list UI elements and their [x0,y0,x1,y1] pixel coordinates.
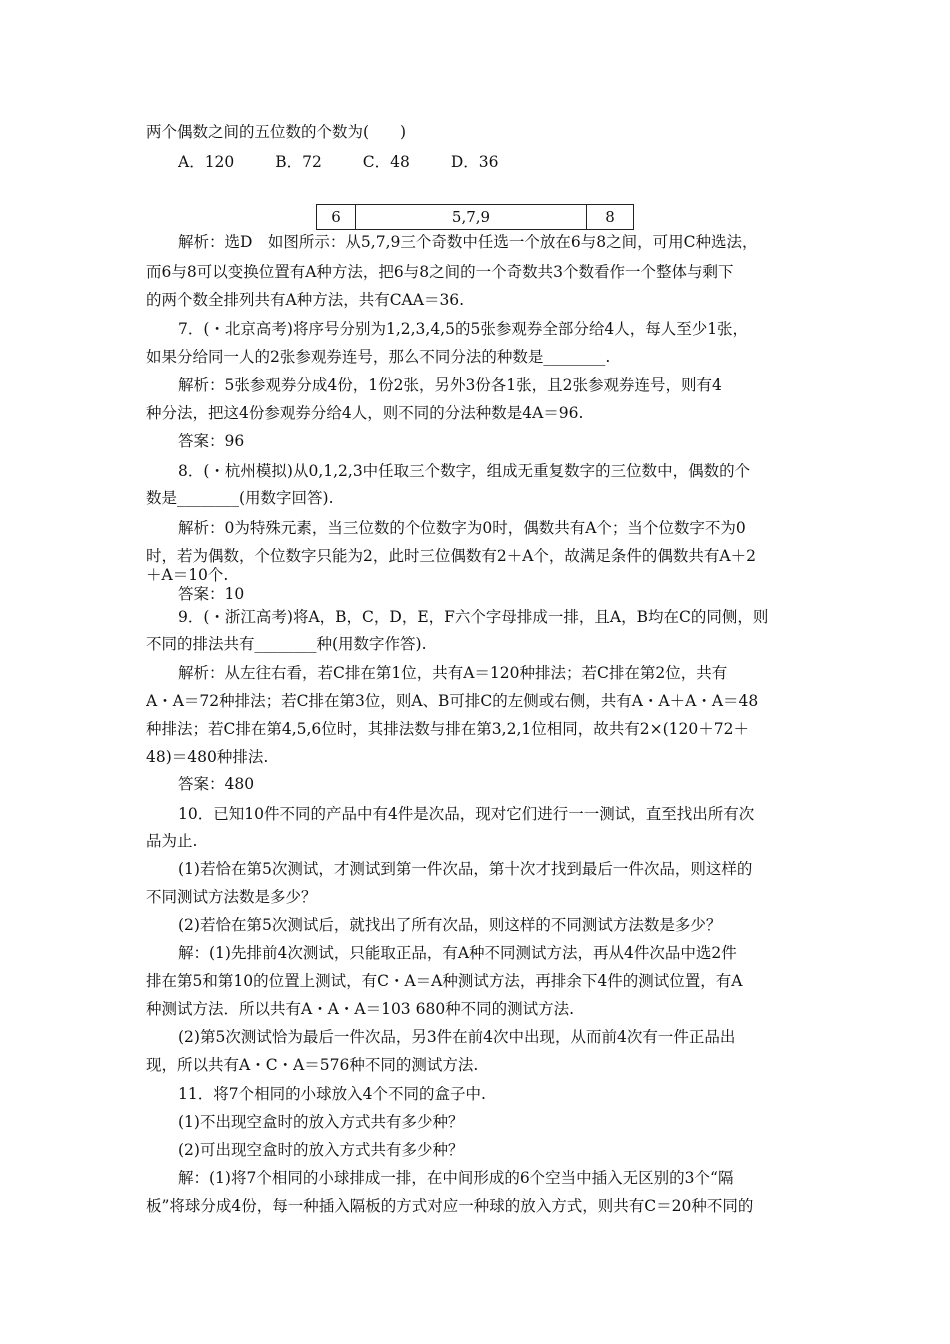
answer-options [178,151,810,173]
question-10: 10．已知10件不同的产品中有4件是次品，现对它们进行一一测试，直至找出所有次 [178,805,755,823]
text-line: 种分法，把这4份参观券分给4人，则不同的分法种数是4A＝96. [146,404,584,422]
text-line: 种排法；若C排在第4,5,6位时，其排法数与排在第3,2,1位相同，故共有2×(120＋72＋ [146,720,749,738]
text-line: (2)若恰在第5次测试后，就找出了所有次品，则这样的不同测试方法数是多少？ [178,916,722,934]
figure-cell-left: 6 [317,205,356,230]
text-line: 不同测试方法数是多少？ [146,888,317,906]
text-line: (1)若恰在第5次测试，才测试到第一件次品，第十次才找到最后一件次品，则这样的 [178,860,753,878]
option-d: D．36 [450,153,499,171]
question-11: 11．将7个相同的小球放入4个不同的盒子中. [178,1085,486,1103]
text-line: 种测试方法．所以共有A・A・A＝103 680种不同的测试方法. [146,1000,575,1018]
answer-9: 答案：480 [178,775,255,793]
text-line: 48)＝480种排法. [146,748,269,766]
text-line: ＋A＝10个. [146,566,229,584]
text-line: 排在第5和第10的位置上测试，有C・A＝A种测试方法，再排余下4件的测试位置，有A [146,972,743,990]
answer-8: 答案：10 [178,585,245,603]
text-line: 解析：从左往右看，若C排在第1位，共有A＝120种排法；若C排在第2位，共有 [178,664,728,682]
text-line: 时，若为偶数，个位数字只能为2，此时三位偶数有2＋A个，故满足条件的偶数共有A＋2 [146,547,756,565]
text-line: 如果分给同一人的2张参观券连号，那么不同分法的种数是________. [146,348,611,366]
text-line: A・A＝72种排法；若C排在第3位，则A、B可排C的左侧或右侧，共有A・A＋A・A＝48 [146,692,759,710]
text-line: 而6与8可以变换位置有A种方法，把6与8之间的一个奇数共3个数看作一个整体与剩下 [146,263,734,281]
answer-7: 答案：96 [178,432,245,450]
figure-cell-right: 8 [587,205,634,230]
text-line: 解析：5张参观券分成4份，1份2张，另外3份各1张，且2张参观券连号，则有4 [178,376,722,394]
question-7: 7．(・北京高考)将序号分别为1,2,3,4,5的5张参观券全部分给4人，每人至少1张， [178,320,749,338]
text-line: 不同的排法共有________种(用数字作答). [146,635,427,653]
text-line: 解：(1)先排前4次测试，只能取正品，有A种不同测试方法，再从4件次品中选2件 [178,944,737,962]
option-b: B．72 [275,153,322,171]
text-line: 的两个数全排列共有A种方法，共有CAA＝36. [146,291,465,309]
text-line: 数是________(用数字回答). [146,489,334,507]
question-stem: 两个偶数之间的五位数的个数为( ) [146,123,407,141]
option-c: C．48 [362,153,410,171]
text-line: (2)可出现空盒时的放入方式共有多少种？ [178,1141,464,1159]
option-a: A．120 [178,153,235,171]
text-line: 板”将球分成4份，每一种插入隔板的方式对应一种球的放入方式，则共有C＝20种不同的 [146,1197,754,1215]
text-line: 解析：选D 如图所示：从5,7,9三个奇数中任选一个放在6与8之间，可用C种选法， [178,233,758,251]
figure-cell-middle: 5,7,9 [356,205,587,230]
text-line: 品为止. [146,832,198,850]
text-line: (2)第5次测试恰为最后一件次品，另3件在前4次中出现，从而前4次有一件正品出 [178,1028,736,1046]
question-8: 8．(・杭州模拟)从0,1,2,3中任取三个数字，组成无重复数字的三位数中，偶数的个 [178,462,751,480]
text-line: 现，所以共有A・C・A＝576种不同的测试方法. [146,1056,479,1074]
text-line: 解：(1)将7个相同的小球排成一排，在中间形成的6个空当中插入无区别的3个“隔 [178,1169,734,1187]
question-9: 9．(・浙江高考)将A，B，C，D，E，F六个字母排成一排，且A，B均在C的同侧，则 [178,608,769,626]
arrangement-figure [316,204,634,230]
text-line: 解析：0为特殊元素，当三位数的个位数字为0时，偶数共有A个；当个位数字不为0 [178,519,746,537]
text-line: (1)不出现空盒时的放入方式共有多少种？ [178,1113,464,1131]
